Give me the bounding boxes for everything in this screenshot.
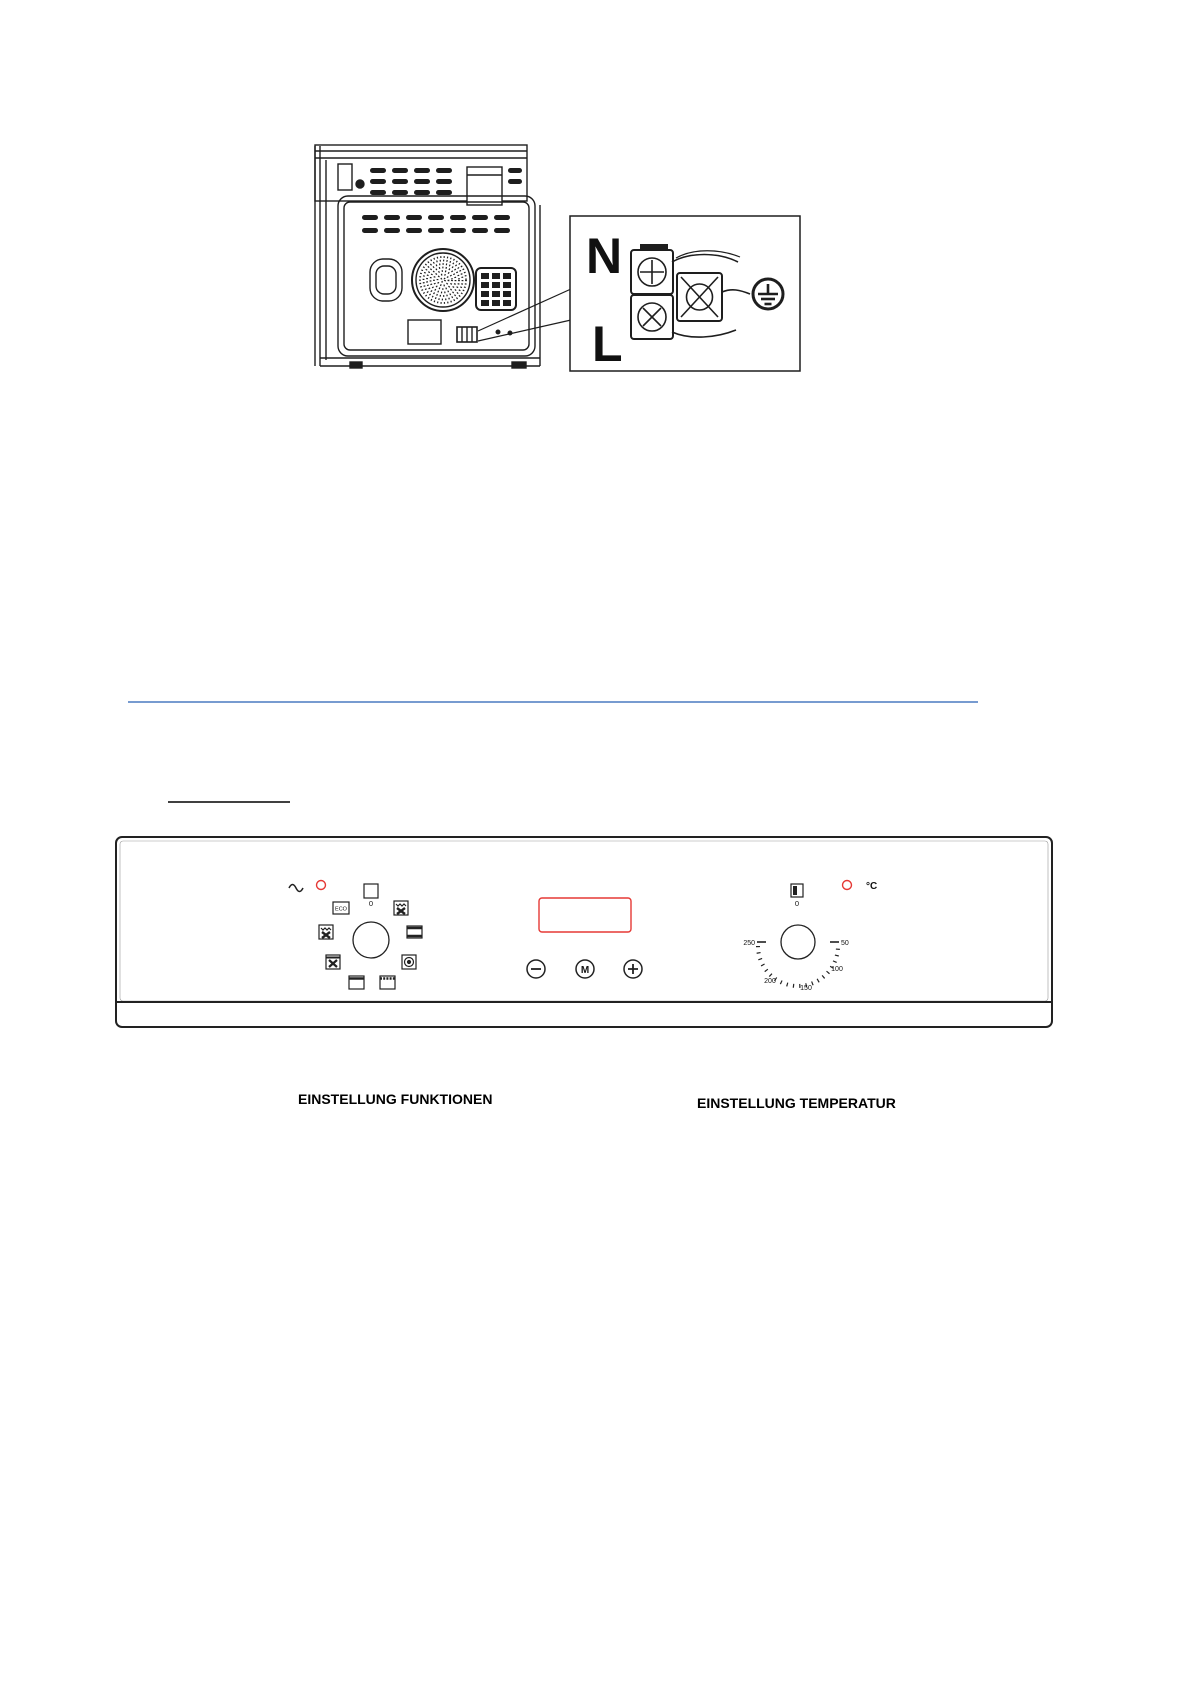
fan-grill-icon: [394, 901, 408, 915]
live-terminal-label: L: [592, 316, 623, 372]
terminal-detail-inset: [570, 216, 800, 372]
temperature-knob: [781, 925, 815, 959]
eco-mode-icon: [333, 902, 349, 914]
fan-with-heat-icon: [326, 955, 340, 969]
grill-with-fan-icon: [319, 925, 333, 939]
plus-circle-icon: [628, 964, 638, 974]
temperature-scale: [743, 940, 849, 992]
plus-button: [624, 960, 642, 978]
back-panel-vent-slots: [362, 215, 510, 233]
off-position-icon: [364, 884, 378, 898]
oven-lamp-icon: [791, 884, 803, 897]
top-bottom-heat-icon: [407, 926, 422, 938]
ac-power-tilde-icon: [289, 885, 303, 892]
function-knob: [353, 922, 389, 958]
function-setting-caption: EINSTELLUNG FUNKTIONEN: [298, 1091, 493, 1107]
oven-rear-view: [315, 145, 571, 368]
scale-label-200: 200: [764, 978, 776, 985]
callout-lines: [478, 289, 571, 341]
function-selector: [289, 881, 422, 990]
scale-label-250: 250: [743, 940, 755, 947]
oven-side-frame: [315, 146, 326, 366]
top-heat-icon: [349, 976, 364, 989]
convection-fan-cover: [412, 249, 474, 311]
temperature-unit-label: °C: [866, 881, 878, 892]
function-zero-label: 0: [368, 899, 374, 908]
scale-label-50: 50: [841, 940, 849, 947]
minus-button: [527, 960, 545, 978]
scale-label-150: 150: [800, 985, 812, 992]
scale-label-100: 100: [831, 966, 843, 973]
temperature-selector: [743, 881, 877, 993]
temperature-zero-label: 0: [794, 899, 800, 908]
digital-display: [539, 898, 631, 932]
temperature-setting-caption: EINSTELLUNG TEMPERATUR: [697, 1095, 896, 1111]
panel-inner-outline: [120, 841, 1048, 1001]
rating-plate: [408, 320, 441, 344]
hot-air-fan-icon: [402, 955, 416, 969]
control-panel: [116, 837, 1052, 1027]
power-indicator-lamp: [317, 881, 326, 890]
grill-icon: [380, 976, 395, 989]
heating-indicator-lamp: [843, 881, 852, 890]
mode-button-label: M: [580, 964, 590, 976]
neutral-terminal-label: N: [586, 228, 623, 284]
eco-label: ECO: [335, 906, 347, 913]
mode-button: [576, 960, 594, 978]
connector-block: [476, 268, 516, 310]
lamp-cover-plate: [370, 259, 402, 301]
